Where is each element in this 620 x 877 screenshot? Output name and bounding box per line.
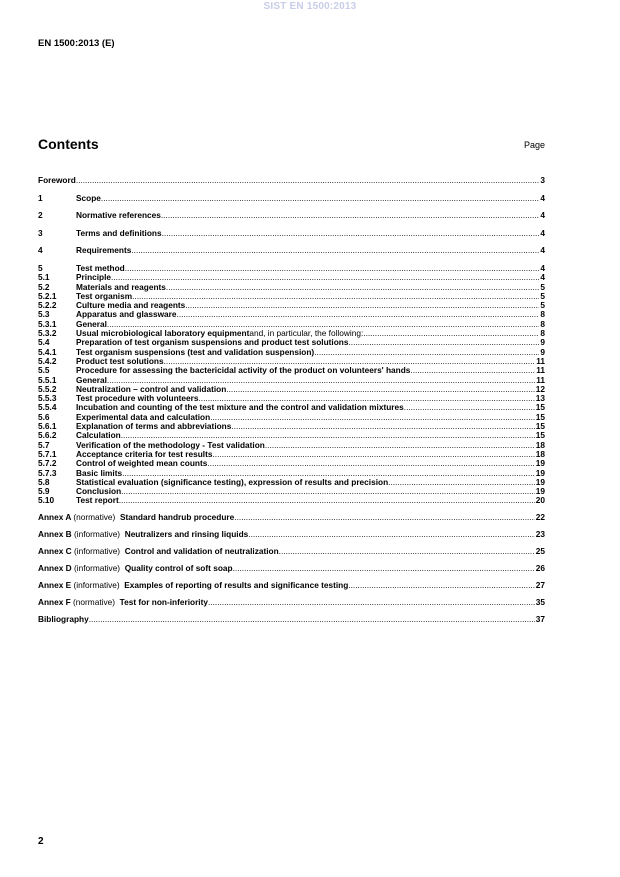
toc-entry-title-text: Basic limits bbox=[76, 468, 123, 478]
toc-entry-number: 5.3 bbox=[38, 310, 50, 320]
dot-leader bbox=[231, 422, 534, 431]
toc-entry-number: 5.4.2 bbox=[38, 356, 57, 366]
dot-leader bbox=[210, 413, 535, 422]
page-column-label: Page bbox=[523, 140, 545, 150]
toc-entry-page: 20 bbox=[535, 496, 545, 506]
toc-entry-page: 15 bbox=[535, 431, 545, 441]
toc-entry-page: 5 bbox=[540, 282, 545, 292]
toc-entry-title bbox=[76, 301, 185, 310]
toc-entry-page: 8 bbox=[540, 310, 545, 320]
toc-entry-title-text: Requirements bbox=[76, 246, 132, 256]
dot-leader bbox=[207, 459, 534, 468]
toc-entry-title bbox=[76, 459, 207, 468]
toc-entry-number: 5.5.4 bbox=[38, 403, 57, 413]
annex-label: Annex F bbox=[38, 597, 71, 607]
toc-annex-entry[interactable] bbox=[38, 530, 545, 539]
toc-entry-number: 5.10 bbox=[38, 496, 55, 506]
dot-leader bbox=[121, 487, 535, 496]
toc-entry-number: 5.9 bbox=[38, 487, 50, 497]
toc-entry-number: 5.6 bbox=[38, 412, 50, 422]
toc-entry[interactable] bbox=[38, 413, 545, 422]
annex-type: (informative) bbox=[73, 530, 121, 540]
annex-label: Annex B bbox=[38, 530, 72, 540]
dot-leader bbox=[132, 292, 539, 301]
toc-entry-page: 3 bbox=[540, 176, 545, 185]
toc-entry-number: 5.2 bbox=[38, 282, 50, 292]
toc-entry-title bbox=[76, 487, 121, 496]
dot-leader bbox=[121, 431, 535, 440]
toc-entry-number: 5 bbox=[38, 263, 43, 273]
toc-entry-page: 37 bbox=[535, 614, 545, 624]
toc-entry-page: 15 bbox=[535, 422, 545, 432]
toc-entry-number: 5.6.1 bbox=[38, 422, 57, 432]
dot-leader bbox=[89, 615, 535, 624]
toc-entry-title bbox=[76, 385, 226, 394]
toc-entry-page: 18 bbox=[535, 440, 545, 450]
annex-type: (informative) bbox=[73, 547, 121, 557]
toc-entry-title bbox=[76, 431, 121, 440]
toc-entry-number: 5.7 bbox=[38, 440, 50, 450]
toc-entry-title-text: Control of weighted mean counts bbox=[76, 459, 208, 469]
toc-entry[interactable] bbox=[38, 211, 545, 220]
toc-entry-title bbox=[76, 329, 363, 338]
toc-entry-page: 11 bbox=[536, 356, 545, 366]
dot-leader bbox=[348, 581, 534, 590]
toc-entry-page: 15 bbox=[535, 403, 545, 413]
toc-entry[interactable] bbox=[38, 478, 545, 487]
toc-entry-title bbox=[76, 338, 348, 347]
toc-entry-title-text: Apparatus and glassware bbox=[76, 310, 177, 320]
toc-entry[interactable] bbox=[38, 487, 545, 496]
toc-entry-number: 5.4.1 bbox=[38, 347, 57, 357]
toc-entry-number: 5.7.1 bbox=[38, 449, 57, 459]
toc-entry-title bbox=[76, 376, 107, 385]
toc-entry-page: 18 bbox=[535, 449, 545, 459]
annex-label: Annex C bbox=[38, 547, 72, 557]
toc-entry[interactable] bbox=[38, 450, 545, 459]
dot-leader bbox=[314, 348, 539, 357]
dot-leader bbox=[348, 338, 539, 347]
toc-annex-entry[interactable] bbox=[38, 564, 545, 573]
toc-entry[interactable] bbox=[38, 229, 545, 238]
dot-leader bbox=[162, 229, 540, 238]
annex-label: Annex A bbox=[38, 513, 72, 523]
toc-entry-title bbox=[76, 403, 404, 412]
toc-entry[interactable] bbox=[38, 348, 545, 357]
toc-entry-number: 4 bbox=[38, 246, 43, 256]
toc-entry-page: 5 bbox=[540, 301, 545, 311]
toc-entry-page: 4 bbox=[540, 211, 545, 221]
toc-entry-number: 5.3.2 bbox=[38, 329, 57, 339]
toc-entry-title bbox=[76, 441, 265, 450]
toc-entry-title-text: Acceptance criteria for test results bbox=[76, 449, 213, 459]
toc-entry-title-text: Test organism suspensions (test and validation suspension) bbox=[76, 347, 315, 357]
toc-entry[interactable] bbox=[38, 329, 545, 338]
toc-entry-title bbox=[76, 469, 122, 478]
dot-leader bbox=[177, 310, 540, 319]
document-id: EN 1500:2013 (E) bbox=[38, 38, 115, 49]
annex-title: Test for non-inferiority bbox=[119, 597, 208, 607]
toc-entry-number: 5.5.3 bbox=[38, 394, 57, 404]
annex-title: Quality control of soft soap bbox=[124, 563, 233, 573]
toc-entry-number: 5.7.3 bbox=[38, 468, 57, 478]
toc-entry[interactable] bbox=[38, 301, 545, 310]
toc-entry-number: 5.3.1 bbox=[38, 319, 57, 329]
page-number: 2 bbox=[38, 836, 44, 847]
toc-entry[interactable] bbox=[38, 194, 545, 203]
dot-leader bbox=[265, 441, 535, 450]
toc-entry-title bbox=[76, 413, 210, 422]
toc-entry-page: 4 bbox=[540, 263, 545, 273]
toc-entry-title bbox=[38, 513, 234, 522]
toc-entry-number: 5.4 bbox=[38, 338, 50, 348]
toc-entry-title bbox=[76, 478, 388, 487]
watermark: SIST EN 1500:2013 bbox=[263, 1, 357, 12]
toc-entry-title bbox=[76, 496, 119, 505]
toc-entry[interactable] bbox=[38, 310, 545, 319]
toc-annex-entry[interactable] bbox=[38, 598, 545, 607]
toc-entry-page: 23 bbox=[535, 530, 545, 540]
annex-type: (normative) bbox=[73, 597, 116, 607]
annex-title: Control and validation of neutralization bbox=[124, 547, 279, 557]
toc-entry-title bbox=[76, 310, 177, 319]
toc-entry-number: 5.5.1 bbox=[38, 375, 57, 385]
toc-entry-title-text: Usual microbiological laboratory equipment bbox=[76, 329, 250, 339]
toc-entry[interactable] bbox=[38, 459, 545, 468]
toc-entry-number: 5.5.2 bbox=[38, 384, 57, 394]
toc-entry-title bbox=[76, 422, 231, 431]
dot-leader bbox=[161, 211, 540, 220]
dot-leader bbox=[76, 176, 540, 185]
toc-entry[interactable] bbox=[38, 338, 545, 347]
toc-entry[interactable] bbox=[38, 366, 545, 375]
toc-entry-title bbox=[76, 264, 125, 273]
dot-leader bbox=[363, 329, 539, 338]
toc-entry-title-text: Materials and reagents bbox=[76, 282, 166, 292]
toc-entry-title bbox=[38, 530, 248, 539]
table-of-contents bbox=[38, 176, 545, 624]
toc-entry[interactable] bbox=[38, 615, 545, 624]
toc-entry-title bbox=[38, 564, 233, 573]
toc-entry-number: 5.5 bbox=[38, 366, 50, 376]
annex-title: Examples of reporting of results and significance testing bbox=[124, 580, 349, 590]
toc-entry-title bbox=[76, 320, 107, 329]
toc-entry[interactable] bbox=[38, 246, 545, 255]
toc-entry[interactable] bbox=[38, 264, 545, 273]
annex-type: (normative) bbox=[73, 513, 116, 523]
toc-entry-page: 4 bbox=[540, 273, 545, 283]
toc-entry-title-text: Scope bbox=[76, 193, 101, 203]
dot-leader bbox=[125, 264, 540, 273]
toc-entry-title-text: Experimental data and calculation bbox=[76, 412, 211, 422]
annex-label: Annex D bbox=[38, 563, 72, 573]
toc-entry-page: 15 bbox=[535, 412, 545, 422]
toc-entry[interactable] bbox=[38, 441, 545, 450]
toc-entry-page: 13 bbox=[535, 394, 545, 404]
toc-entry-title-text: Test method bbox=[76, 263, 125, 273]
toc-entry-page: 19 bbox=[535, 459, 545, 469]
toc-entry-number: 1 bbox=[38, 193, 43, 203]
dot-leader bbox=[164, 357, 536, 366]
toc-entry-title-text: Statistical evaluation (significance testing), expression of results and precision bbox=[76, 477, 389, 487]
toc-entry-number: 5.6.2 bbox=[38, 431, 57, 441]
toc-annex-entry[interactable] bbox=[38, 581, 545, 590]
toc-annex-entry[interactable] bbox=[38, 547, 545, 556]
toc-entry[interactable] bbox=[38, 376, 545, 385]
toc-entry-title bbox=[38, 581, 348, 590]
toc-annex-entry[interactable] bbox=[38, 513, 545, 522]
toc-entry[interactable] bbox=[38, 292, 545, 301]
toc-entry[interactable] bbox=[38, 273, 545, 282]
toc-entry-title-text: Foreword bbox=[38, 176, 76, 185]
toc-entry-number: 3 bbox=[38, 228, 43, 238]
toc-entry-page: 19 bbox=[535, 487, 545, 497]
dot-leader bbox=[107, 320, 539, 329]
toc-entry-title-text: Calculation bbox=[76, 431, 121, 441]
dot-leader bbox=[101, 194, 539, 203]
dot-leader bbox=[198, 394, 534, 403]
toc-entry-page: 5 bbox=[540, 291, 545, 301]
toc-entry-title-text: Test organism bbox=[76, 291, 133, 301]
dot-leader bbox=[404, 403, 535, 412]
toc-entry-page: 35 bbox=[535, 597, 545, 607]
toc-entry[interactable] bbox=[38, 403, 545, 412]
annex-type: (informative) bbox=[73, 563, 121, 573]
dot-leader bbox=[208, 598, 535, 607]
toc-entry-page: 8 bbox=[540, 329, 545, 339]
toc-entry-page: 26 bbox=[535, 563, 545, 573]
toc-entry-page: 19 bbox=[535, 468, 545, 478]
toc-entry-page: 22 bbox=[535, 513, 545, 523]
toc-entry-title bbox=[76, 273, 111, 282]
dot-leader bbox=[213, 450, 535, 459]
toc-entry-title-text: Normative references bbox=[76, 211, 161, 221]
toc-entry-title bbox=[38, 615, 89, 624]
toc-entry[interactable] bbox=[38, 496, 545, 505]
dot-leader bbox=[122, 469, 535, 478]
dot-leader bbox=[226, 385, 534, 394]
dot-leader bbox=[119, 496, 535, 505]
toc-entry[interactable] bbox=[38, 320, 545, 329]
toc-entry-title bbox=[38, 598, 208, 607]
toc-entry[interactable] bbox=[38, 431, 545, 440]
toc-entry-page: 4 bbox=[540, 193, 545, 203]
dot-leader bbox=[234, 513, 534, 522]
dot-leader bbox=[107, 376, 535, 385]
dot-leader bbox=[279, 547, 535, 556]
annex-label: Annex E bbox=[38, 580, 72, 590]
toc-entry-number: 5.2.1 bbox=[38, 291, 57, 301]
toc-entry-page: 19 bbox=[535, 477, 545, 487]
toc-entry[interactable] bbox=[38, 385, 545, 394]
dot-leader bbox=[185, 301, 539, 310]
toc-entry-title-text: Conclusion bbox=[76, 487, 122, 497]
toc-entry-title-text: General bbox=[76, 319, 107, 329]
toc-entry-title-text: Test procedure with volunteers bbox=[76, 394, 199, 404]
toc-entry-page: 11 bbox=[536, 375, 545, 385]
toc-entry-title bbox=[38, 176, 76, 185]
toc-entry-title-text: Procedure for assessing the bactericidal activity of the product on volunteers' hands bbox=[76, 366, 411, 376]
toc-entry-page: 12 bbox=[535, 384, 545, 394]
toc-entry[interactable] bbox=[38, 422, 545, 431]
toc-entry-page: 25 bbox=[535, 547, 545, 557]
annex-type: (informative) bbox=[73, 580, 120, 590]
dot-leader bbox=[166, 283, 539, 292]
toc-entry-title bbox=[76, 357, 164, 366]
toc-entry[interactable] bbox=[38, 394, 545, 403]
toc-entry-title bbox=[76, 348, 314, 357]
toc-entry-title bbox=[76, 283, 166, 292]
dot-leader bbox=[410, 366, 535, 375]
contents-title: Contents bbox=[38, 136, 99, 152]
toc-entry-page: 9 bbox=[540, 338, 545, 348]
toc-entry-title-text: Test report bbox=[76, 496, 119, 506]
toc-entry-number: 5.7.2 bbox=[38, 459, 57, 469]
toc-entry[interactable] bbox=[38, 176, 545, 185]
toc-entry-title bbox=[76, 211, 161, 220]
toc-entry-title-text: Culture media and reagents bbox=[76, 301, 186, 311]
toc-entry-title-text: General bbox=[76, 375, 107, 385]
toc-entry-number: 5.1 bbox=[38, 273, 50, 283]
toc-entry-title bbox=[76, 394, 198, 403]
toc-entry-page: 11 bbox=[536, 366, 545, 376]
toc-entry-title-text: Product test solutions bbox=[76, 356, 164, 366]
toc-entry-page: 27 bbox=[535, 580, 545, 590]
toc-entry-title-text: Bibliography bbox=[38, 614, 89, 624]
toc-entry-page: 4 bbox=[540, 228, 545, 238]
toc-entry-title bbox=[76, 292, 132, 301]
toc-entry-page: 8 bbox=[540, 319, 545, 329]
toc-entry-page: 9 bbox=[540, 347, 545, 357]
toc-entry-title-text: Terms and definitions bbox=[76, 228, 162, 238]
toc-entry-title bbox=[38, 547, 279, 556]
toc-entry-title-text: Verification of the methodology - Test validation bbox=[76, 440, 265, 450]
toc-entry-number: 2 bbox=[38, 211, 43, 221]
dot-leader bbox=[248, 530, 535, 539]
dot-leader bbox=[111, 273, 539, 282]
dot-leader bbox=[131, 246, 539, 255]
toc-entry-title bbox=[76, 450, 213, 459]
toc-entry-title-text: Explanation of terms and abbreviations bbox=[76, 422, 232, 432]
annex-title: Standard handrub procedure bbox=[119, 513, 235, 523]
toc-entry-page: 4 bbox=[540, 246, 545, 256]
toc-entry-title bbox=[76, 229, 162, 238]
toc-entry[interactable] bbox=[38, 283, 545, 292]
toc-entry-title-text: Neutralization – control and validation bbox=[76, 384, 227, 394]
toc-entry-title-text: Preparation of test organism suspensions and product test solutions bbox=[76, 338, 349, 348]
toc-entry-number: 5.8 bbox=[38, 477, 50, 487]
toc-entry-title bbox=[76, 366, 410, 375]
annex-title: Neutralizers and rinsing liquids bbox=[124, 530, 249, 540]
toc-entry-number: 5.2.2 bbox=[38, 301, 57, 311]
toc-entry-title bbox=[76, 246, 131, 255]
toc-entry-title bbox=[76, 194, 101, 203]
toc-entry[interactable] bbox=[38, 469, 545, 478]
dot-leader bbox=[233, 564, 535, 573]
toc-entry-title-suffix: and, in particular, the following: bbox=[249, 329, 364, 339]
toc-entry[interactable] bbox=[38, 357, 545, 366]
toc-entry-title-text: Principle bbox=[76, 273, 112, 283]
dot-leader bbox=[388, 478, 535, 487]
toc-entry-title-text: Incubation and counting of the test mixture and the control and validation mixtures bbox=[76, 403, 404, 413]
